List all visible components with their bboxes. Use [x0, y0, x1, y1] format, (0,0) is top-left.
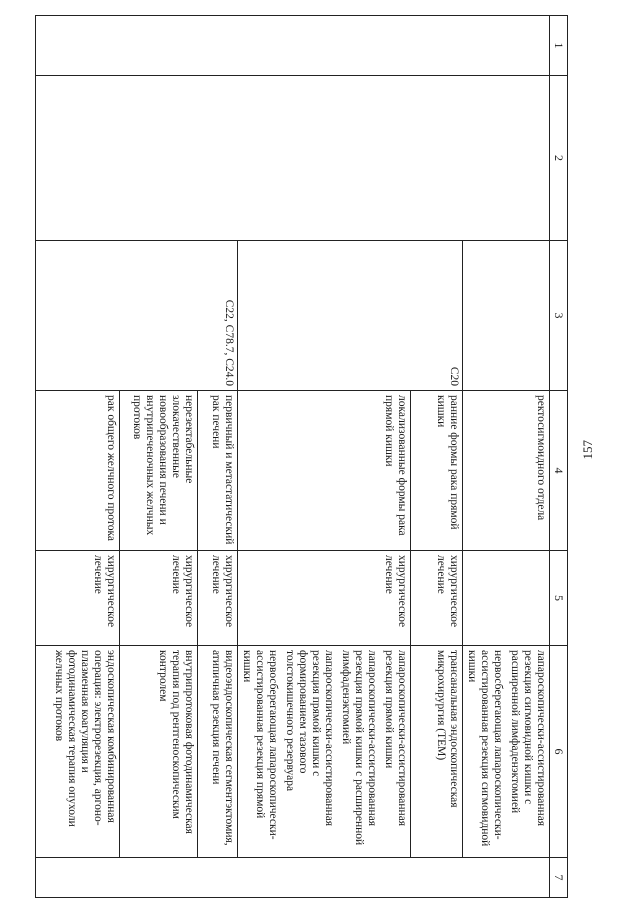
col-header-3: 3: [550, 241, 568, 391]
method-item: внутрипротоковая фотодинамическая терапия под рентгеноскопическим контролем: [157, 650, 195, 834]
method-cell: [36, 646, 120, 858]
treatment-type-cell: хирургическое лечение: [120, 551, 198, 646]
treatment-type-cell: хирургическое лечение: [36, 551, 120, 646]
method-item: лапароскопически-ассистированная резекция сигмовидной кишки с расширенной лимфаденэктомией: [509, 650, 547, 827]
diagnosis-code-cell: C20: [238, 241, 463, 391]
col-header-1: 1: [550, 16, 568, 76]
method-item: видеоэндоскопическая сегментэктомия, атипичная резекция печени: [210, 650, 235, 846]
col-header-6: 6: [550, 646, 568, 858]
page-number: 157: [580, 440, 595, 460]
col-header-7: 7: [550, 858, 568, 898]
col-header-5: 5: [550, 551, 568, 646]
col-header-4: 4: [550, 391, 568, 551]
method-cell: [238, 646, 411, 858]
treatment-type-cell: [463, 551, 550, 646]
col2-cell: [36, 76, 550, 241]
procedures-table: [35, 15, 568, 898]
condition-cell: нерезектабельные злокачественные новообразования печени и внутрипеченочных желчных протоков: [120, 391, 198, 551]
condition-cell: ранние формы рака прямой кишки: [411, 391, 463, 551]
treatment-type-cell: хирургическое лечение: [411, 551, 463, 646]
condition-cell: ректосигмоидного отдела: [463, 391, 550, 551]
treatment-type-cell: хирургическое лечение: [198, 551, 238, 646]
condition-cell: рак общего желчного протока: [36, 391, 120, 551]
table-row: [463, 16, 550, 898]
col-header-2: 2: [550, 76, 568, 241]
col1-cell: [36, 16, 550, 76]
method-cell: [198, 646, 238, 858]
method-item: нервосберегающая лапароскопически-ассистированная резекция сигмовидной кишки: [466, 650, 504, 847]
method-item: лапароскопически-ассистированная резекция прямой кишки с формированием тазового толстокишечного резервуара: [284, 650, 335, 827]
diagnosis-code-cell: C22, C78.7, C24.0: [36, 241, 238, 391]
method-item: нервосберегающая лапароскопически-ассистированная резекция прямой кишки: [241, 650, 279, 840]
condition-cell: первичный и метастатический рак печени: [198, 391, 238, 551]
diagnosis-code-cell: [463, 241, 550, 391]
method-cell: [463, 646, 550, 858]
method-item: трансанальная эндоскопическая микрохирургия (ТЕМ): [435, 650, 460, 808]
method-cell: [120, 646, 198, 858]
col7-cell: [36, 858, 550, 898]
method-cell: [411, 646, 463, 858]
method-item: эндоскопическая комбинированная операция: электрорезекция, аргоно-плазменная коагуляция и фотодинамическая терапия опухоли желчных протоков: [53, 650, 117, 827]
method-item: лапароскопически-ассистированная резекция прямой кишки с расширенной лимфаденэктомией: [340, 650, 378, 846]
condition-cell: локализованные формы рака прямой кишки: [238, 391, 411, 551]
treatment-type-cell: хирургическое лечение: [238, 551, 411, 646]
method-item: лапароскопически-ассистированная резекция прямой кишки: [383, 650, 408, 827]
header-row: [550, 16, 568, 898]
